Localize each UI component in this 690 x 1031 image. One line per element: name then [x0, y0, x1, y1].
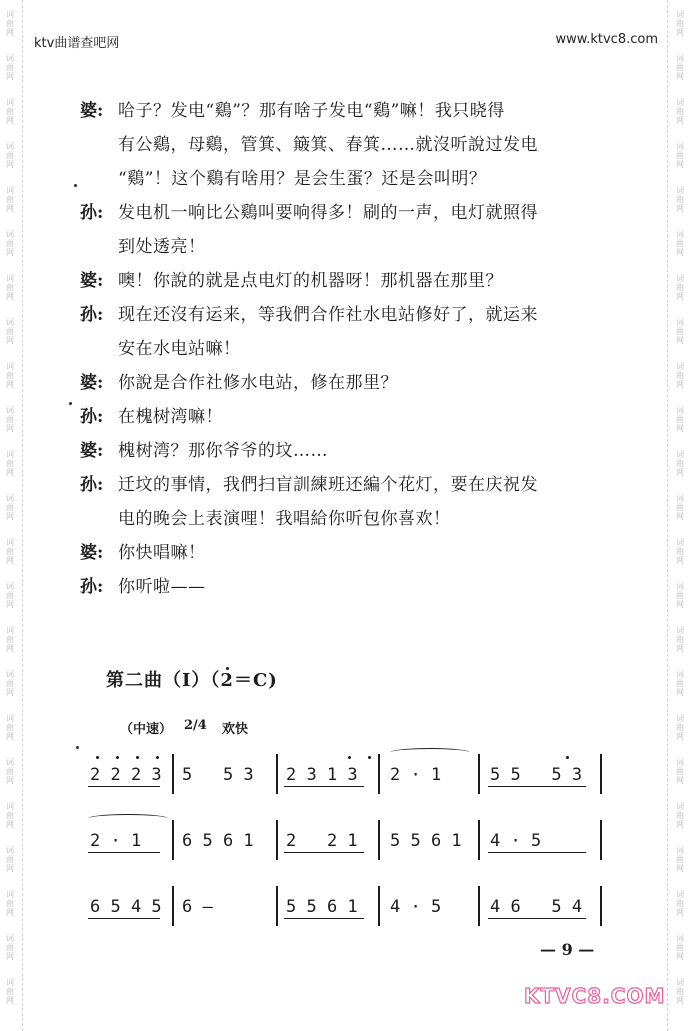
octave-dot — [136, 756, 139, 759]
dialogue-line: 噢！你說的就是点电灯的机器呀！那机器在那里？ — [118, 271, 503, 291]
edge-watermark-mark: 词曲网 — [676, 10, 684, 37]
dialogue-turn — [80, 366, 620, 400]
edge-watermark-mark: 词曲网 — [6, 538, 14, 565]
edge-watermark-mark: 词曲网 — [676, 714, 684, 741]
edge-watermark-mark: 词曲网 — [6, 274, 14, 301]
edge-watermark-mark: 词曲网 — [676, 626, 684, 653]
page-number: — 9 — — [540, 940, 595, 959]
dialogue-line: 你快唱嘛！ — [118, 543, 206, 563]
octave-dot — [566, 756, 569, 759]
barline — [172, 754, 174, 794]
dialogue-line: 安在水电站嘛！ — [118, 339, 241, 359]
note-beam — [88, 852, 160, 853]
watermark-logo: KTVC8.COM — [524, 984, 666, 1008]
speaker: 婆: — [80, 373, 104, 393]
octave-dot — [116, 756, 119, 759]
site-url: www.ktvc8.com — [555, 32, 658, 47]
barline — [276, 886, 278, 926]
speaker: 孙: — [80, 577, 104, 597]
edge-watermark-mark: 词曲网 — [676, 450, 684, 477]
note-beam — [284, 786, 364, 787]
dialogue-turn — [80, 298, 620, 366]
site-name: ktv曲谱查吧网 — [34, 36, 120, 51]
song-title-main: 第二曲（Ⅰ）（ — [106, 670, 221, 691]
speaker: 婆: — [80, 271, 104, 291]
mood-marking: 欢快 — [222, 722, 249, 737]
note-beam — [488, 918, 586, 919]
edge-watermark-mark: 词曲网 — [676, 758, 684, 785]
edge-watermark-mark: 词曲网 — [676, 230, 684, 257]
dialogue-turn — [80, 196, 620, 264]
edge-watermark-mark: 词曲网 — [6, 758, 14, 785]
dialogue-line: 发电机一响比公鷄叫要响得多！刷的一声，电灯就照得 — [118, 203, 538, 223]
edge-watermark-mark: 词曲网 — [676, 362, 684, 389]
score-measure: 2 · 1 — [390, 765, 442, 785]
speaker: 孙: — [80, 475, 104, 495]
edge-watermark-mark: 词曲网 — [676, 406, 684, 433]
dialogue-turn — [80, 94, 620, 196]
barline — [600, 754, 602, 794]
score-measure: 6 5 6 1 — [182, 831, 254, 851]
barline — [172, 886, 174, 926]
octave-dot — [348, 756, 351, 759]
note-beam — [488, 786, 586, 787]
barline — [600, 886, 602, 926]
score-measure: 2 2 2 3 — [90, 765, 162, 785]
edge-watermark-mark: 词曲网 — [676, 538, 684, 565]
dialogue-turn — [80, 536, 620, 570]
dialogue-line: 在槐树湾嘛！ — [118, 407, 223, 427]
dialogue-line: 迁坟的事情，我們扫盲訓練班还編个花灯，要在庆祝发 — [118, 475, 538, 495]
dialogue-line: “鷄”！这个鷄有啥用？是会生蛋？还是会叫明？ — [118, 169, 487, 189]
speaker: 孙: — [80, 203, 104, 223]
dialogue-turn — [80, 264, 620, 298]
edge-watermark-mark: 词曲网 — [6, 450, 14, 477]
speaker: 孙: — [80, 305, 104, 325]
score-measure: 4 · 5 — [390, 897, 442, 917]
edge-watermark-mark: 词曲网 — [6, 582, 14, 609]
song-key-number: 2 — [220, 670, 234, 691]
barline — [478, 754, 480, 794]
dialogue-turn — [80, 570, 620, 604]
edge-watermark-mark: 词曲网 — [6, 846, 14, 873]
barline — [276, 820, 278, 860]
score-measure: 5 5 3 — [182, 765, 254, 785]
dialogue-line: 哈子？发电“鷄”？那有啥子发电“鷄”嘛！我只晓得 — [118, 101, 505, 121]
score-measure: 2 3 1 3 — [286, 765, 358, 785]
song-title — [106, 666, 278, 692]
edge-watermark-mark: 词曲网 — [676, 274, 684, 301]
edge-watermark-mark: 词曲网 — [676, 934, 684, 961]
score-row — [86, 752, 616, 798]
score-measure: 2 · 1 — [90, 831, 142, 851]
note-beam — [284, 918, 364, 919]
edge-watermark-mark: 词曲网 — [6, 626, 14, 653]
score-measure: 6 — — [182, 897, 213, 917]
edge-watermark-mark: 词曲网 — [676, 846, 684, 873]
edge-watermark-mark: 词曲网 — [6, 142, 14, 169]
edge-watermark-mark: 词曲网 — [676, 318, 684, 345]
edge-watermark-mark: 词曲网 — [6, 186, 14, 213]
edge-watermark-mark: 词曲网 — [6, 230, 14, 257]
edge-watermark-mark: 词曲网 — [6, 54, 14, 81]
note-tie — [390, 748, 470, 757]
edge-watermark-mark: 词曲网 — [676, 670, 684, 697]
dialogue-line: 电的晚会上表演哩！我唱給你听包你喜欢！ — [118, 509, 451, 529]
edge-watermark-mark: 词曲网 — [6, 362, 14, 389]
edge-watermark-mark: 词曲网 — [676, 890, 684, 917]
tempo-marking: （中速） — [120, 722, 173, 737]
score-measure: 5 5 6 1 — [390, 831, 462, 851]
barline — [600, 820, 602, 860]
barline — [478, 820, 480, 860]
right-margin-strip — [667, 0, 690, 1031]
dialogue-line: 到处透亮！ — [118, 237, 206, 257]
dialogue-line: 你說是合作社修水电站，修在那里？ — [118, 373, 398, 393]
edge-watermark-mark: 词曲网 — [676, 978, 684, 1005]
scan-speck — [76, 746, 79, 749]
edge-watermark-mark: 词曲网 — [676, 494, 684, 521]
speaker: 婆: — [80, 101, 104, 121]
barline — [478, 886, 480, 926]
barline — [276, 754, 278, 794]
octave-dot — [368, 756, 371, 759]
barline — [378, 820, 380, 860]
edge-watermark-mark: 词曲网 — [676, 802, 684, 829]
edge-watermark-mark: 词曲网 — [6, 318, 14, 345]
score-measure: 5 5 5 3 — [490, 765, 583, 785]
edge-watermark-mark: 词曲网 — [6, 890, 14, 917]
dialogue-line: 你听啦—— — [118, 577, 206, 597]
edge-watermark-mark: 词曲网 — [6, 802, 14, 829]
dialogue-line: 有公鷄，母鷄，管箕、簸箕、春箕……就沒听說过发电 — [118, 135, 538, 155]
edge-watermark-mark: 词曲网 — [6, 10, 14, 37]
note-beam — [88, 786, 160, 787]
edge-watermark-mark: 词曲网 — [6, 406, 14, 433]
note-beam — [88, 918, 160, 919]
edge-watermark-mark: 词曲网 — [6, 934, 14, 961]
speaker: 婆: — [80, 543, 104, 563]
dialogue-line: 槐树湾？那你爷爷的坟…… — [118, 441, 328, 461]
edge-watermark-mark: 词曲网 — [6, 670, 14, 697]
score-row — [86, 884, 616, 930]
time-signature: 2/4 — [184, 718, 207, 733]
edge-watermark-mark: 词曲网 — [6, 978, 14, 1005]
dialogue-block — [80, 94, 620, 604]
score-measure: 4 · 5 — [490, 831, 542, 851]
score-measure: 2 2 1 — [286, 831, 358, 851]
dialogue-line: 现在还沒有运来，等我們合作社水电站修好了，就运来 — [118, 305, 538, 325]
edge-watermark-mark: 词曲网 — [676, 186, 684, 213]
note-tie — [88, 814, 168, 823]
dialogue-turn — [80, 434, 620, 468]
edge-watermark-mark: 词曲网 — [6, 714, 14, 741]
score-row — [86, 818, 616, 864]
barline — [172, 820, 174, 860]
edge-watermark-mark: 词曲网 — [6, 494, 14, 521]
song-title-end: ＝C) — [233, 670, 278, 691]
score-measure: 5 5 6 1 — [286, 897, 358, 917]
barline — [378, 754, 380, 794]
note-beam — [488, 852, 586, 853]
scan-speck — [69, 402, 72, 405]
left-margin-strip — [0, 0, 23, 1031]
octave-dot — [96, 756, 99, 759]
scan-speck — [74, 184, 77, 187]
octave-dot — [156, 756, 159, 759]
dialogue-turn — [80, 468, 620, 536]
edge-watermark-mark: 词曲网 — [676, 54, 684, 81]
note-beam — [284, 852, 364, 853]
speaker: 孙: — [80, 407, 104, 427]
speaker: 婆: — [80, 441, 104, 461]
edge-watermark-mark: 词曲网 — [676, 582, 684, 609]
edge-watermark-mark: 词曲网 — [676, 142, 684, 169]
edge-watermark-mark: 词曲网 — [676, 98, 684, 125]
score-measure: 6 5 4 5 — [90, 897, 162, 917]
edge-watermark-mark: 词曲网 — [6, 98, 14, 125]
score-measure: 4 6 5 4 — [490, 897, 583, 917]
dialogue-turn — [80, 400, 620, 434]
barline — [378, 886, 380, 926]
